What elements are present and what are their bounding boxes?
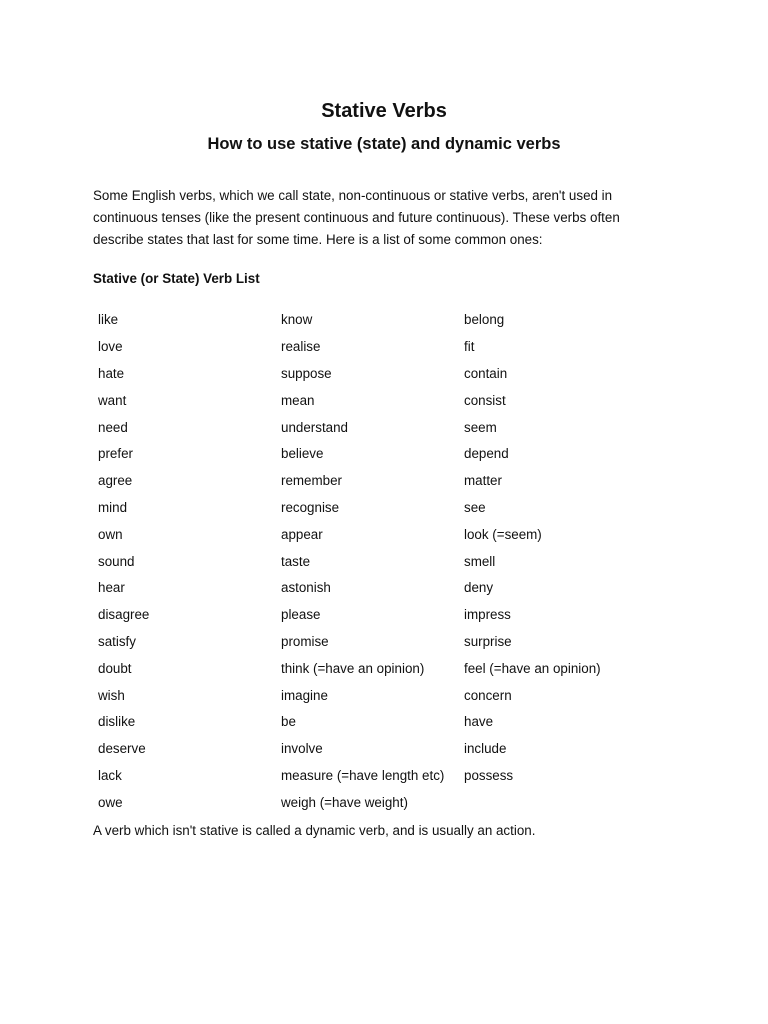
verb-cell: matter xyxy=(464,473,502,489)
verb-cell: fit xyxy=(464,339,475,355)
verb-cell: taste xyxy=(281,553,311,569)
verb-cell: deny xyxy=(464,580,494,596)
verb-cell: seem xyxy=(464,419,497,435)
table-row xyxy=(93,387,653,414)
verb-cell: mind xyxy=(98,499,128,515)
verb-cell: surprise xyxy=(464,633,512,649)
verb-cell: be xyxy=(281,714,296,730)
verb-cell: doubt xyxy=(98,660,132,676)
table-row xyxy=(93,709,653,736)
verb-cell: feel (=have an opinion) xyxy=(464,660,601,676)
verb-table xyxy=(93,307,653,816)
intro-paragraph xyxy=(93,185,683,251)
table-row xyxy=(93,521,653,548)
verb-cell: hate xyxy=(98,365,125,381)
verb-cell: involve xyxy=(281,741,323,757)
verb-cell: hear xyxy=(98,580,125,596)
verb-cell: love xyxy=(98,339,123,355)
verb-cell: realise xyxy=(281,339,321,355)
page-title: Stative Verbs xyxy=(321,100,447,122)
verb-cell: concern xyxy=(464,687,512,703)
verb-cell: contain xyxy=(464,365,508,381)
table-row xyxy=(93,789,653,816)
table-row xyxy=(93,468,653,495)
table-row xyxy=(93,548,653,575)
verb-cell: mean xyxy=(281,392,315,408)
verb-cell: appear xyxy=(281,526,323,542)
table-row xyxy=(93,361,653,388)
table-row xyxy=(93,763,653,790)
verb-cell: dislike xyxy=(98,714,136,730)
verb-cell: smell xyxy=(464,553,496,569)
verb-cell: know xyxy=(281,312,313,328)
verb-list-heading: Stative (or State) Verb List xyxy=(93,271,260,286)
verb-cell: impress xyxy=(464,607,511,623)
verb-cell: look (=seem) xyxy=(464,526,542,542)
verb-cell: please xyxy=(281,607,321,623)
intro-line: continuous tenses (like the present continuous and future continuous). These verbs often xyxy=(93,210,620,225)
intro-line: describe states that last for some time. Here is a list of some common ones: xyxy=(93,232,543,247)
verb-cell: prefer xyxy=(98,446,133,462)
table-row xyxy=(93,602,653,629)
closing-sentence: A verb which isn't stative is called a dynamic verb, and is usually an action. xyxy=(93,823,536,838)
verb-cell: wish xyxy=(98,687,125,703)
page-subtitle: How to use stative (state) and dynamic verbs xyxy=(207,135,561,153)
verb-cell: satisfy xyxy=(98,633,136,649)
verb-cell: belong xyxy=(464,312,505,328)
verb-cell: include xyxy=(464,741,507,757)
verb-cell: disagree xyxy=(98,607,150,623)
verb-cell: astonish xyxy=(281,580,331,596)
table-row xyxy=(93,655,653,682)
verb-cell: owe xyxy=(98,794,123,810)
verb-cell: remember xyxy=(281,473,343,489)
verb-cell: own xyxy=(98,526,123,542)
table-row xyxy=(93,495,653,522)
verb-cell: understand xyxy=(281,419,349,435)
verb-cell: weigh (=have weight) xyxy=(281,794,408,810)
verb-cell: need xyxy=(98,419,128,435)
intro-line: Some English verbs, which we call state, non-continuous or stative verbs, aren't used in xyxy=(93,188,613,203)
verb-cell: suppose xyxy=(281,365,332,381)
verb-cell: depend xyxy=(464,446,509,462)
verb-cell: think (=have an opinion) xyxy=(281,660,425,676)
table-row xyxy=(93,575,653,602)
verb-cell: lack xyxy=(98,767,122,783)
verb-cell: agree xyxy=(98,473,133,489)
verb-cell: sound xyxy=(98,553,135,569)
table-row xyxy=(93,334,653,361)
verb-cell: want xyxy=(98,392,127,408)
verb-cell: promise xyxy=(281,633,329,649)
verb-cell: imagine xyxy=(281,687,328,703)
verb-cell: measure (=have length etc) xyxy=(281,767,445,783)
verb-cell: consist xyxy=(464,392,506,408)
verb-cell: believe xyxy=(281,446,324,462)
verb-cell: like xyxy=(98,312,119,328)
table-row xyxy=(93,629,653,656)
table-row xyxy=(93,441,653,468)
verb-cell: possess xyxy=(464,767,514,783)
verb-cell: deserve xyxy=(98,741,146,757)
table-row xyxy=(93,682,653,709)
verb-cell: see xyxy=(464,499,486,515)
verb-cell: recognise xyxy=(281,499,340,515)
table-row xyxy=(93,414,653,441)
table-row xyxy=(93,736,653,763)
table-row xyxy=(93,307,653,334)
verb-cell: have xyxy=(464,714,494,730)
